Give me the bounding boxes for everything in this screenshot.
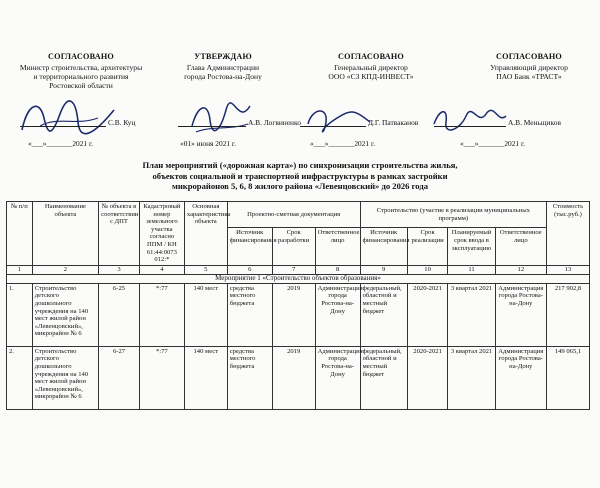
approval-block-bank [464,52,594,81]
cell-dpt: 6-27 [99,346,140,409]
cell-dpt: 6-25 [99,283,140,346]
column-number: 5 [184,265,227,274]
cell-design-term: 2019 [272,283,315,346]
approval-line: Генеральный директор [334,63,408,72]
approval-line: и территориального развития [33,72,129,81]
header-design-group: Проектно-сметная документация [227,202,360,228]
table-header-row [7,202,590,228]
roadmap-table [6,201,590,410]
signature-line [20,126,106,127]
signature-line [434,126,506,127]
cell-commission: 3 квартал 2021 [448,346,495,409]
signature-line [178,126,246,127]
cell-design-term: 2019 [272,346,315,409]
plan-title-line: микрорайонов 5, 6, 8 жилого района «Левенцовский» до 2026 года [171,181,429,191]
cell-design-resp: Администрация города Ростова-на-Дону [315,346,360,409]
approval-line: ООО «СЗ КПД-ИНВЕСТ» [328,72,414,81]
signature-line [300,126,366,127]
cell-constr-resp: Администрация города Ростова-на-Дону [495,283,546,346]
approval-heading: УТВЕРЖДАЮ [194,52,252,61]
header-cadastral: Кадастровый номер земельного участка согласно ППМ / КН 61:44:0073 012:* [139,202,184,266]
cell-name: Строительство детского дошкольного учреждения на 140 мест жилой район «Левенцовский», микрорайон № 6 [32,346,98,409]
cell-basis: 140 мест [184,346,227,409]
cell-basis: 140 мест [184,283,227,346]
cell-design-fin: средства местного бюджета [227,283,272,346]
signer-name: А.В. Меньщиков [508,118,561,127]
table-row [7,283,590,346]
approval-line: Управляющий директор [490,63,568,72]
header-num: № п/п [7,202,33,266]
plan-title-line: объектов социальной и транспортной инфраструктуры в рамках застройки [152,170,448,181]
measure-row [7,274,590,283]
column-number: 6 [227,265,272,274]
approval-line: Ростовской области [49,81,113,90]
signature-minister [18,96,118,140]
signature-head [186,96,256,140]
cell-commission: 3 квартал 2021 [448,283,495,346]
approval-block-head [168,52,278,81]
measure-title: Мероприятие 1 «Строительство объектов образования» [7,274,590,283]
column-number: 9 [360,265,407,274]
cell-cadastral: *:77 [139,283,184,346]
header-basis: Основная характеристика объекта [184,202,227,266]
cell-cost: 149 065,1 [547,346,590,409]
cell-cost: 217 902,8 [547,283,590,346]
header-design-resp: Ответственное лицо [315,228,360,265]
header-dpt: № объекта в соответствии с ДПТ [99,202,140,266]
plan-title-line: План мероприятий («дорожная карта») по синхронизации строительства жилья, [142,160,458,170]
signer-name: Д.Г. Патваканов [368,118,419,127]
plan-title [80,160,520,192]
signer-name: А.В. Логвиненко [248,118,301,127]
column-number: 3 [99,265,140,274]
cell-name: Строительство детского дошкольного учреждения на 140 мест жилой район «Левенцовский», микрорайон № 6 [32,283,98,346]
approval-heading: СОГЛАСОВАНО [338,52,404,61]
approval-date: «___»_______2021 г. [310,139,376,148]
cell-constr-resp: Администрация города Ростова-на-Дону [495,346,546,409]
column-number: 12 [495,265,546,274]
header-design-fin: Источник финансирования [227,228,272,265]
signature-developer [304,104,374,136]
cell-constr-term: 2020-2021 [407,283,448,346]
cell-num: 2. [7,346,33,409]
column-number: 8 [315,265,360,274]
approval-heading: СОГЛАСОВАНО [496,52,562,61]
approval-date: «___»_______2021 г. [460,139,526,148]
approval-line: Министр строительства, архитектуры [19,63,143,72]
signer-name: С.В. Куц [108,118,136,127]
approval-line: Глава Администрации [186,63,260,72]
approval-line: города Ростова-на-Дону [184,72,262,81]
column-number: 10 [407,265,448,274]
approval-date: «01» июня 2021 г. [180,139,236,148]
cell-num: 1. [7,283,33,346]
column-number: 4 [139,265,184,274]
signature-bank [430,102,510,136]
column-number-row [7,265,590,274]
header-cost: Стоимость (тыс.руб.) [547,202,590,266]
cell-constr-term: 2020-2021 [407,346,448,409]
column-number: 7 [272,265,315,274]
approval-line: ПАО Банк «ТРАСТ» [496,72,562,81]
header-commission: Планируемый срок ввода в эксплуатацию [448,228,495,265]
approval-heading: СОГЛАСОВАНО [48,52,114,61]
approval-date: «___»_______2021 г. [28,139,94,148]
column-number: 2 [32,265,98,274]
header-constr-term: Срок реализации [407,228,448,265]
cell-design-resp: Администрация города Ростова-на-Дону [315,283,360,346]
header-constr-fin: Источник финансирования [360,228,407,265]
header-design-term: Срок разработки [272,228,315,265]
table-row [7,346,590,409]
header-construction-group: Строительство (участие в реализации муниципальных программ) [360,202,546,228]
cell-constr-fin: федеральный, областной и местный бюджет [360,283,407,346]
column-number: 1 [7,265,33,274]
header-constr-resp: Ответственное лицо [495,228,546,265]
approval-block-minister [6,52,156,90]
column-number: 11 [448,265,495,274]
approval-block-developer [296,52,446,81]
cell-design-fin: средства местного бюджета [227,346,272,409]
column-number: 13 [547,265,590,274]
cell-constr-fin: федеральный, областной и местный бюджет [360,346,407,409]
header-name: Наименование объекта [32,202,98,266]
cell-cadastral: *:77 [139,346,184,409]
